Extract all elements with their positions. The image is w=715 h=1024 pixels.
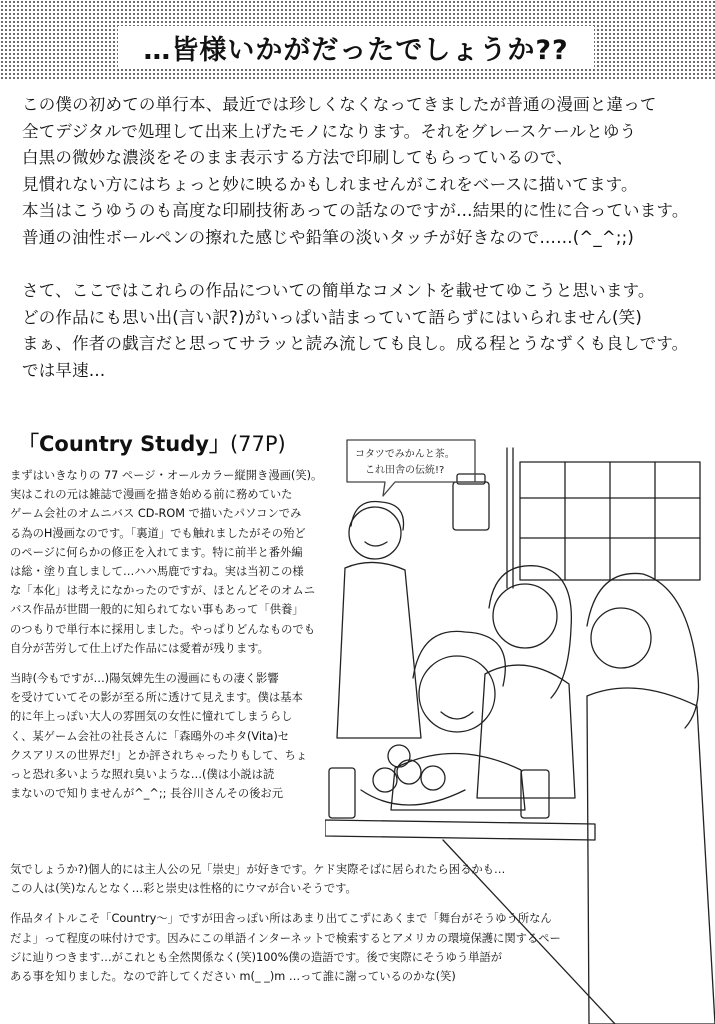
woman-head [591,608,651,668]
column-line: は総・塗り直しまして…ハハ馬鹿ですね。実は当初この様 [10,565,304,579]
intro-line: 白黒の微妙な濃淡をそのまま表示する方法で印刷してもらっているので、 [22,148,573,167]
fruit-bowl [361,790,465,805]
orange [421,766,445,790]
speech-line: コタツでみかんと茶。 [355,449,455,460]
wide-line: この人は(笑)なんとなく…彩と崇史は性格的にウマが合いそうです。 [10,882,357,896]
column-line: 実はこれの元は雑誌で漫画を描き始める前に務めていた [10,488,293,502]
tea-cup [521,770,549,818]
kettle [453,482,489,530]
column-line: を受けていてその影が至る所に透けて見えます。僕は基本 [10,691,303,705]
section-title: 「Country Study」 [18,432,230,456]
column-line: のページに何らかの修正を入れてます。特に前半と番外編 [10,545,303,559]
column-line: クスアリスの世界だ!」とか評されちゃったりもして、ちょ [10,748,308,762]
intro-text [22,92,707,384]
kotatsu-table [325,820,595,840]
speech-line: これ田舎の伝統!? [365,465,445,476]
page-title-box [118,26,594,68]
page-title: …皆様いかがだったでしょうか?? [143,34,569,66]
girl-head [493,584,557,648]
column-line: まずはいきなりの 77 ページ・オールカラー縦開き漫画(笑)。 [10,469,323,482]
paragraph-gap [22,251,707,278]
wide-line: 作品タイトルこそ「Country～」ですが田舎っぽい所はあまり出てこずにあくまで「舞台がそうゆう所なん [10,912,552,926]
girl-body [477,665,575,798]
intro-line: では早速… [22,360,106,380]
orange [397,760,421,784]
column-line: な「本化」は考えになかったのですが、ほとんどそのオムニ [10,584,316,598]
column-line: く、某ゲーム会社の社長さんに「森鴎外のヰタ(Vita)セ [10,729,290,743]
intro-line: 全てデジタルで処理して出来上げたモノになります。それをグレースケールとゆう [22,121,637,141]
column-line: バス作品が世間一般的に知られてない事もあって「供養」 [10,603,304,617]
column-line: ゲーム会社のオムニバス CD-ROM で描いたパソコンでみ [10,507,302,521]
column-line: る為のH漫画なのです。「裏道」でも触れましたがその殆ど [10,526,306,540]
comment-column [10,466,345,803]
wide-line: 気でしょうか?)個人的には主人公の兄「崇史」が好きです。ケド実際そばに居られたら困るかも… [10,863,506,876]
section-pages: (77P) [229,432,286,456]
woman-body [587,688,715,1024]
section-heading [18,428,286,458]
intro-line: 本当はこうゆうのも高度な印刷技術あっての話なのですが…結果的に性に合っています。 [22,201,689,220]
man-head [349,507,401,559]
man-body [337,562,421,738]
column-line: っと恐れ多いような照れ臭いような…(僕は小説は読 [10,768,275,782]
paragraph-gap [10,658,345,669]
orange [388,745,410,767]
intro-line: 普通の油性ボールペンの擦れた感じや鉛筆の淡いタッチが好きなので……(^_^;;) [22,227,635,247]
intro-line: 見慣れない方にはちょっと妙に映るかもしれませんがこれをベースに描いてます。 [22,174,638,194]
intro-line: さて、ここではこれらの作品についての簡単なコメントを載せてゆこうと思います。 [22,281,655,300]
boy-body [391,753,525,810]
intro-line: まぁ、作者の戯言だと思ってサラッと読み流しても良し。成る程とうなずくも良しです。 [22,334,689,353]
column-line: 的に年上っぽい大人の雰囲気の女性に憧れてしまうらし [10,710,293,724]
column-line: 当時(今もですが…)陽気婢先生の漫画にもの凄く影響 [10,672,279,686]
paragraph-gap [10,898,600,909]
intro-line: この僕の初めての単行本、最近では珍しくなくなってきましたが普通の漫画と違って [22,95,657,114]
column-line: 自分が苦労して仕上げた作品には愛着が残ります。 [10,641,269,655]
intro-line: どの作品にも思い出(言い訳?)がいっぱい詰まっていて語らずにはいられません(笑) [22,307,643,327]
comment-wide [10,860,600,986]
wide-line: だよ」って程度の味付けです。因みにこの単語インターネットで検索するとアメリカの環境保護に関するペー [10,931,561,945]
column-line: まないので知りませんが^_^;; 長谷川さんその後お元 [10,787,284,801]
wide-line: ジに辿りつきます…がこれとも全然関係なく(笑)100%僕の造語です。後で実際にそうゆう単語が [10,950,503,964]
column-line: のつもりで単行本に採用しました。やっぱりどんなものでも [10,622,316,636]
wide-line: ある事を知りました。なので許してください m(_ _)m …って誰に謝っているのかな(笑) [10,970,456,984]
